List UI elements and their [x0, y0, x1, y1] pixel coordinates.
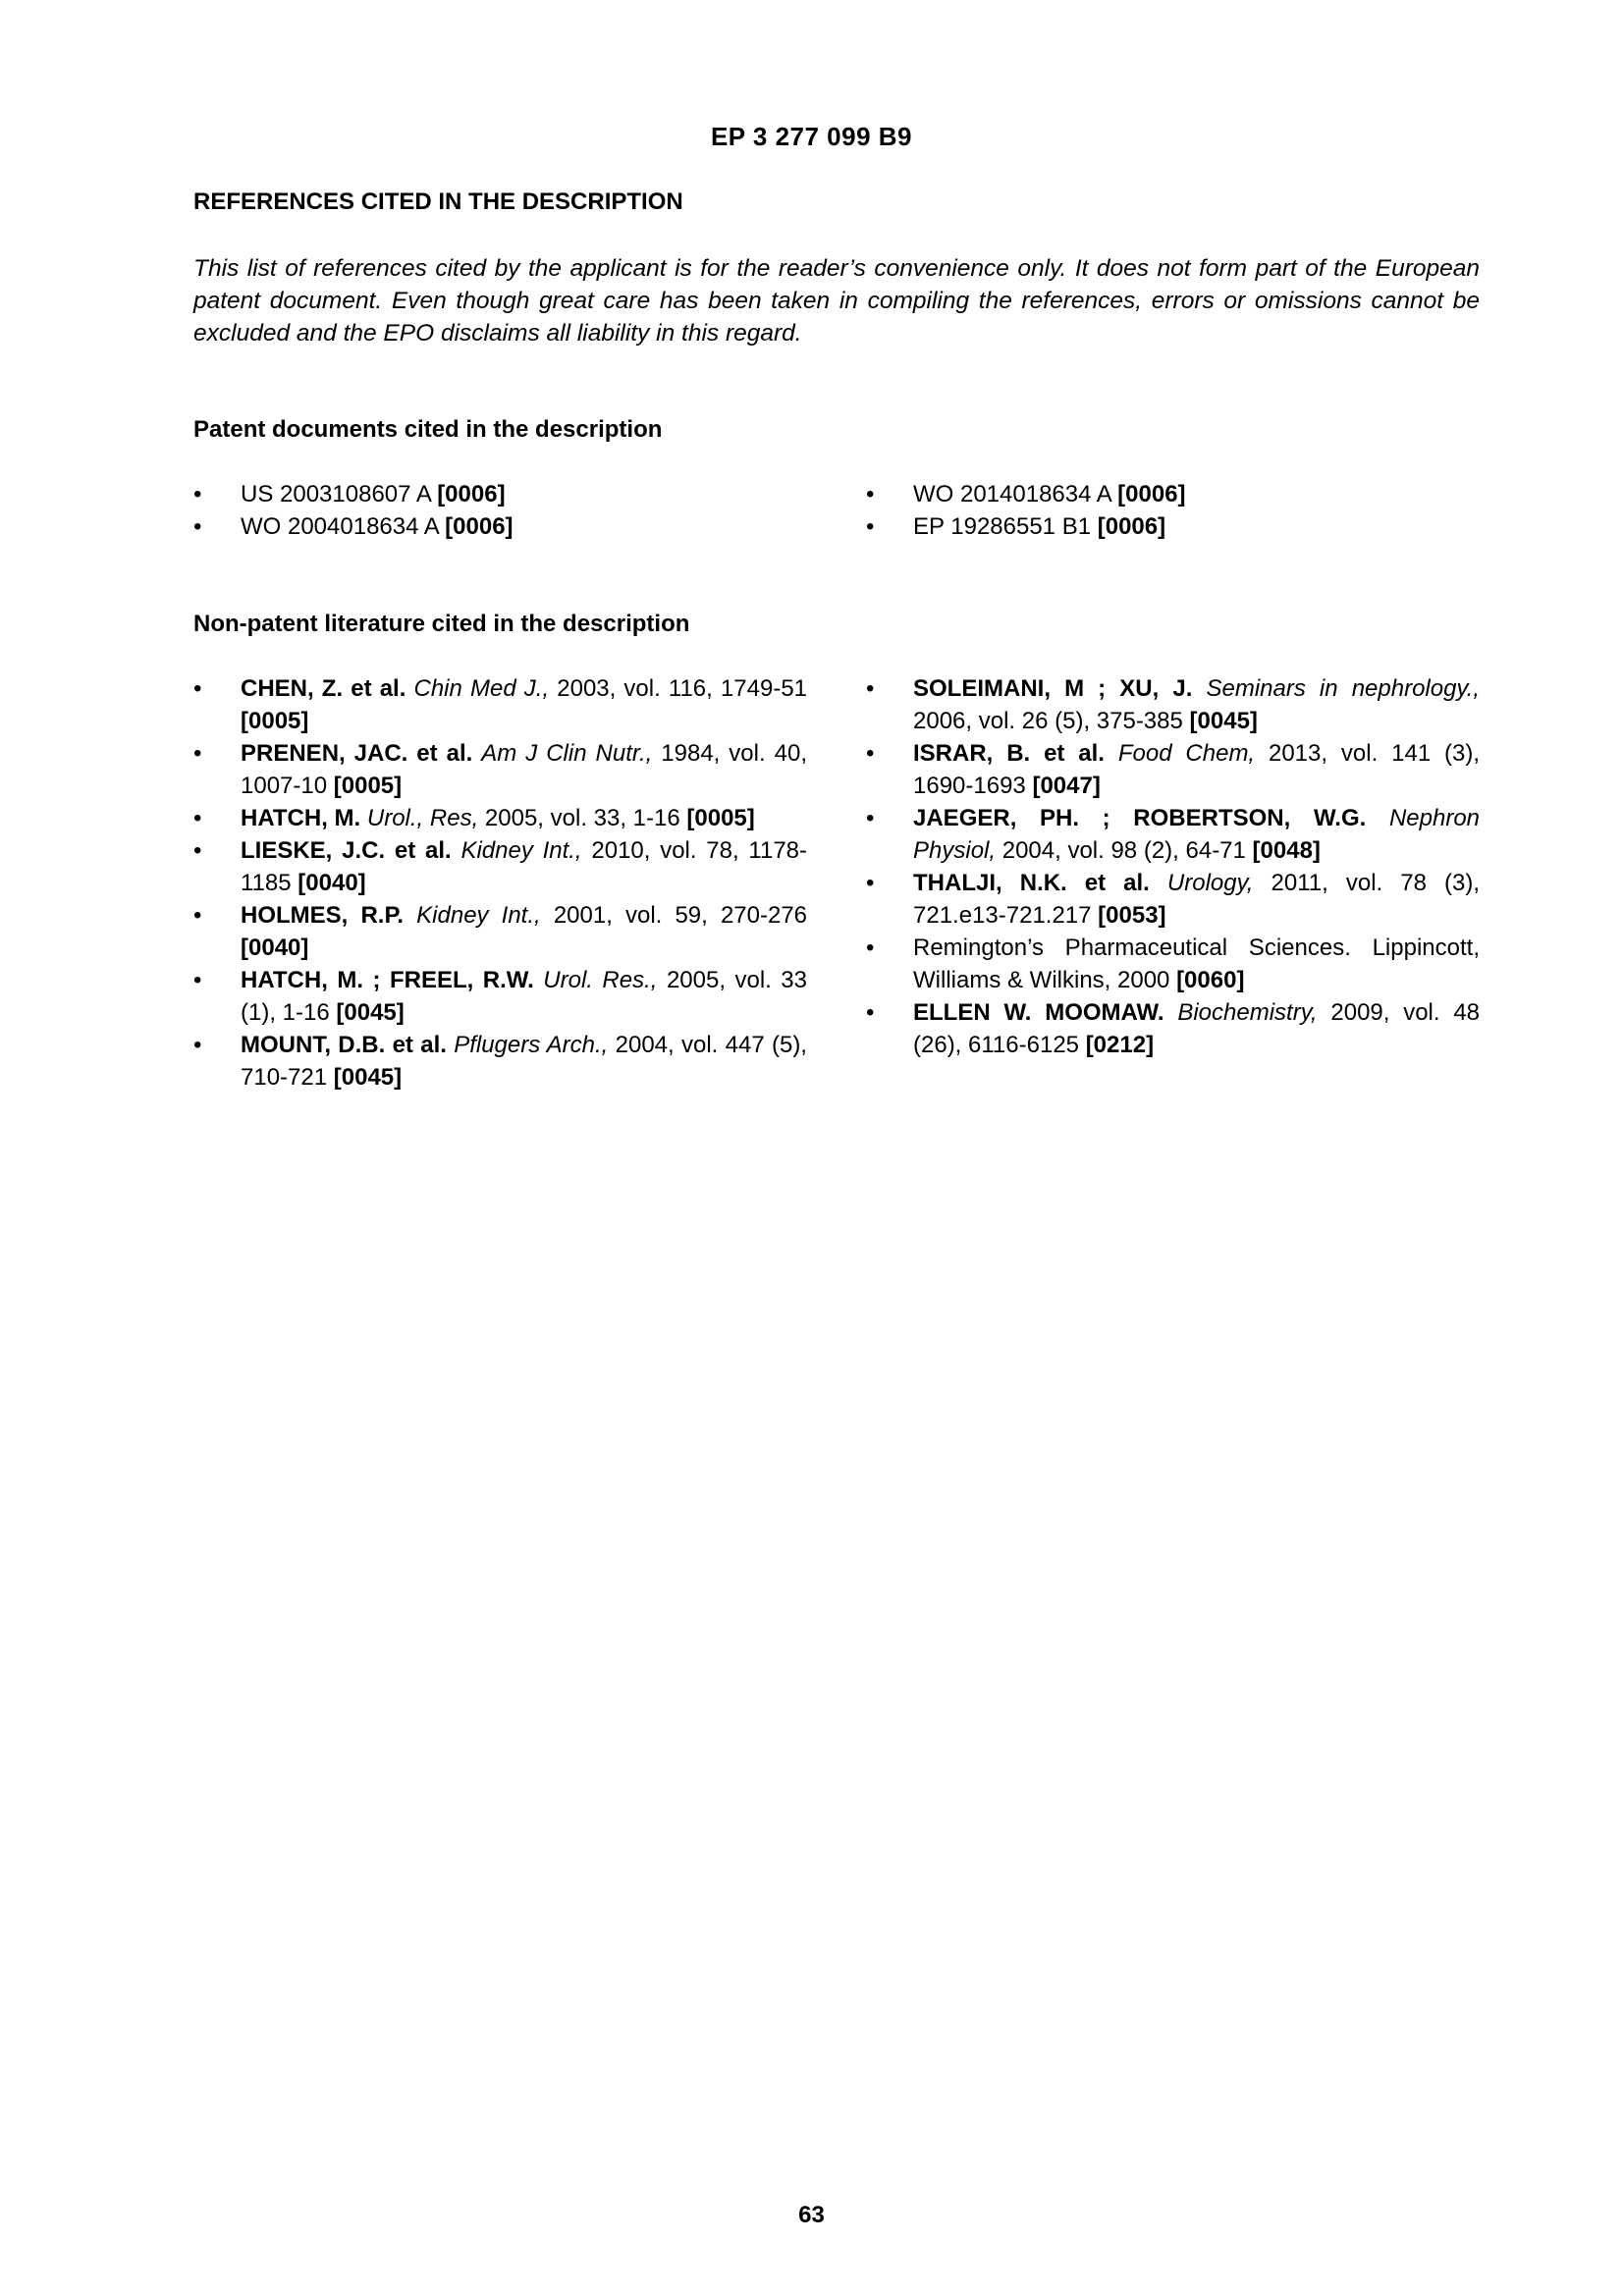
patent-documents-heading: Patent documents cited in the description [193, 416, 663, 443]
reference-item [193, 834, 807, 899]
paragraph-ref: [0005] [333, 773, 403, 799]
npl-list-left [193, 672, 807, 1094]
patent-item [193, 478, 807, 510]
reference-author: JAEGER, PH. ; ROBERTSON, W.G. [913, 805, 1367, 831]
reference-details: 2001, vol. 59, 270-276 [553, 902, 808, 929]
bullet: • [193, 513, 202, 540]
bullet: • [866, 870, 875, 896]
patent-doc: WO 2014018634 A [913, 481, 1111, 507]
reference-details: 1984, vol. 40, 1007-10 [241, 740, 807, 799]
paragraph-ref: [0040] [241, 934, 309, 961]
reference-journal: Chin Med J., [413, 675, 550, 702]
reference-journal: Kidney Int., [460, 837, 582, 864]
disclaimer-text: This list of references cited by the applicant is for the reader’s convenience only. It does not form part of the European patent document. Even though great care has been taken in compiling the references, errors or omissions cannot be excluded and the EPO disclaims all liability in this regard. [193, 255, 1480, 347]
reference-journal: Biochemistry, [1177, 999, 1318, 1026]
reference-author: HOLMES, R.P. [241, 902, 405, 929]
reference-item [193, 899, 807, 964]
paragraph-ref: [0047] [1032, 773, 1101, 799]
reference-author: SOLEIMANI, M ; XU, J. [913, 675, 1193, 702]
reference-item [866, 867, 1480, 932]
reference-item [193, 737, 807, 802]
reference-author: ELLEN W. MOOMAW. [913, 999, 1164, 1026]
paragraph-ref: [0006] [1117, 481, 1186, 507]
bullet: • [866, 934, 875, 961]
reference-details: 2005, vol. 33, 1-16 [484, 805, 680, 831]
bullet: • [866, 740, 875, 767]
paragraph-ref: [0006] [437, 481, 506, 507]
paragraph-ref: [0006] [1097, 513, 1166, 540]
patent-item [866, 478, 1480, 510]
reference-details: 2003, vol. 116, 1749-51 [557, 675, 808, 702]
paragraph-ref: [0212] [1085, 1032, 1155, 1058]
reference-journal: Seminars in nephrology., [1206, 675, 1481, 702]
patent-doc: EP 19286551 B1 [913, 513, 1092, 540]
page-number: 63 [798, 2202, 825, 2228]
reference-item [866, 737, 1480, 802]
bullet: • [193, 675, 202, 702]
patent-doc: WO 2004018634 A [241, 513, 439, 540]
paragraph-ref: [0006] [445, 513, 514, 540]
bullet: • [866, 805, 875, 831]
reference-journal: Urology, [1166, 870, 1254, 896]
patent-doc: US 2003108607 A [241, 481, 431, 507]
bullet: • [866, 513, 875, 540]
bullet: • [193, 837, 202, 864]
reference-details: 2004, vol. 98 (2), 64-71 [1001, 837, 1246, 864]
reference-item [866, 932, 1480, 996]
reference-journal: Pflugers Arch., [454, 1032, 609, 1058]
reference-details: 2006, vol. 26 (5), 375-385 [913, 708, 1183, 734]
reference-journal: Urol., Res, [366, 805, 479, 831]
reference-details: 2011, vol. 78 (3), 721.e13-721.217 [913, 870, 1480, 929]
reference-author: HATCH, M. [241, 805, 361, 831]
reference-item [866, 672, 1480, 737]
reference-item [193, 964, 807, 1029]
bullet: • [866, 999, 875, 1026]
paragraph-ref: [0045] [1189, 708, 1258, 734]
reference-journal: Am J Clin Nutr., [481, 740, 653, 767]
paragraph-ref: [0060] [1176, 967, 1245, 993]
bullet: • [193, 967, 202, 993]
reference-item [866, 996, 1480, 1061]
reference-item [193, 672, 807, 737]
paragraph-ref: [0053] [1098, 902, 1166, 929]
reference-details: Remington’s Pharmaceutical Sciences. Lippincott, Williams & Wilkins, 2000 [913, 934, 1480, 993]
reference-author: PRENEN, JAC. et al. [241, 740, 473, 767]
bullet: • [193, 740, 202, 767]
reference-journal: Nephron Physiol, [913, 805, 1481, 864]
bullet: • [866, 675, 875, 702]
paragraph-ref: [0045] [333, 1064, 403, 1091]
reference-details: 2010, vol. 78, 1178-1185 [241, 837, 808, 896]
document-number: EP 3 277 099 B9 [710, 122, 913, 151]
bullet: • [866, 481, 875, 507]
reference-details: 2013, vol. 141 (3), 1690-1693 [913, 740, 1481, 799]
reference-item [866, 802, 1480, 867]
reference-journal: Kidney Int., [416, 902, 541, 929]
reference-author: CHEN, Z. et al. [241, 675, 406, 702]
patent-list-right [866, 478, 1480, 543]
non-patent-literature-heading: Non-patent literature cited in the description [193, 611, 690, 637]
reference-item [193, 802, 807, 834]
patent-list-left [193, 478, 807, 543]
bullet: • [193, 902, 202, 929]
npl-list-right [866, 672, 1480, 1061]
reference-author: HATCH, M. ; FREEL, R.W. [241, 967, 534, 993]
bullet: • [193, 805, 202, 831]
reference-item [193, 1029, 807, 1094]
reference-details: 2009, vol. 48 (26), 6116-6125 [913, 999, 1481, 1058]
reference-details: 2005, vol. 33 (1), 1-16 [241, 967, 808, 1026]
paragraph-ref: [0040] [298, 870, 366, 896]
patent-item [193, 510, 807, 543]
paragraph-ref: [0048] [1252, 837, 1321, 864]
reference-details: 2004, vol. 447 (5), 710-721 [241, 1032, 807, 1091]
reference-author: LIESKE, J.C. et al. [241, 837, 452, 864]
paragraph-ref: [0045] [336, 999, 405, 1026]
reference-journal: Food Chem, [1117, 740, 1256, 767]
paragraph-ref: [0005] [686, 805, 755, 831]
bullet: • [193, 481, 202, 507]
reference-journal: Urol. Res., [543, 967, 658, 993]
bullet: • [193, 1032, 202, 1058]
reference-author: MOUNT, D.B. et al. [241, 1032, 447, 1058]
section-title: REFERENCES CITED IN THE DESCRIPTION [193, 188, 683, 215]
patent-item [866, 510, 1480, 543]
paragraph-ref: [0005] [241, 708, 309, 734]
reference-author: ISRAR, B. et al. [913, 740, 1105, 767]
reference-author: THALJI, N.K. et al. [913, 870, 1150, 896]
